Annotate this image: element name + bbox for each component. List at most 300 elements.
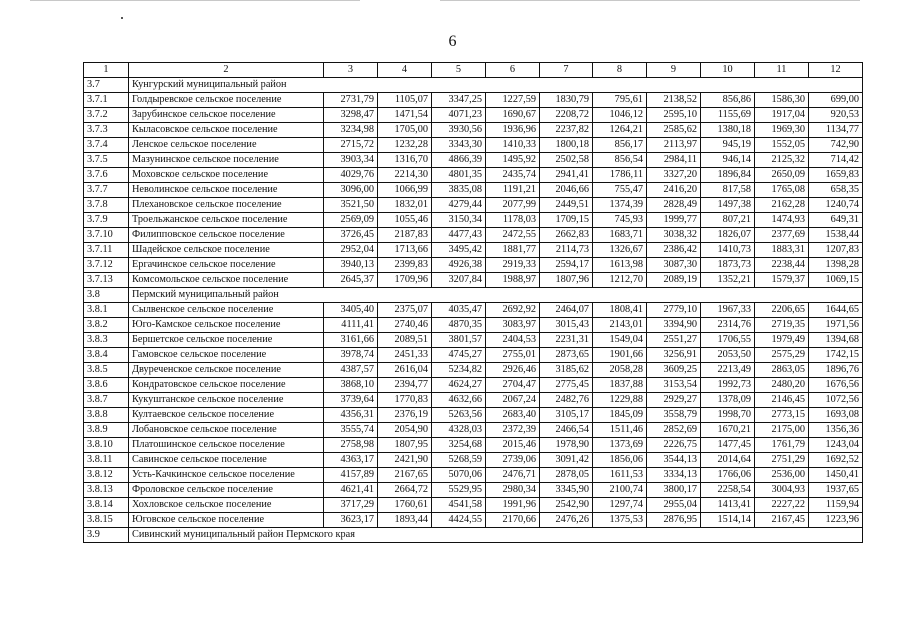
value-cell: 1413,41: [701, 498, 755, 513]
value-cell: 1967,33: [701, 303, 755, 318]
value-cell: 4621,41: [324, 483, 378, 498]
row-code: 3.8.6: [84, 378, 129, 393]
settlement-name: Комсомольское сельское поселение: [129, 273, 324, 288]
value-cell: 1611,53: [593, 468, 647, 483]
row-code: 3.8.13: [84, 483, 129, 498]
settlement-name: Филипповское сельское поселение: [129, 228, 324, 243]
table-body: [84, 63, 863, 543]
value-cell: 1988,97: [486, 273, 540, 288]
value-cell: 714,42: [809, 153, 863, 168]
settlement-name: Зарубинское сельское поселение: [129, 108, 324, 123]
table-row: [84, 333, 863, 348]
value-cell: 1410,33: [486, 138, 540, 153]
value-cell: 3234,98: [324, 123, 378, 138]
row-code: 3.7.5: [84, 153, 129, 168]
value-cell: 3940,13: [324, 258, 378, 273]
value-cell: 1178,03: [486, 213, 540, 228]
value-cell: 3004,93: [755, 483, 809, 498]
value-cell: 5268,59: [432, 453, 486, 468]
value-cell: 1072,56: [809, 393, 863, 408]
value-cell: 2719,35: [755, 318, 809, 333]
row-code: 3.8.14: [84, 498, 129, 513]
value-cell: 2258,54: [701, 483, 755, 498]
value-cell: 2536,00: [755, 468, 809, 483]
value-cell: 1676,56: [809, 378, 863, 393]
table-row: [84, 168, 863, 183]
value-cell: 2143,01: [593, 318, 647, 333]
value-cell: 1999,77: [647, 213, 701, 228]
value-cell: 2231,31: [540, 333, 593, 348]
value-cell: 3207,84: [432, 273, 486, 288]
value-cell: 856,17: [593, 138, 647, 153]
value-cell: 1807,96: [540, 273, 593, 288]
value-cell: 4111,41: [324, 318, 378, 333]
value-cell: 4035,47: [432, 303, 486, 318]
value-cell: 2569,09: [324, 213, 378, 228]
value-cell: 2863,05: [755, 363, 809, 378]
value-cell: 2715,72: [324, 138, 378, 153]
value-cell: 2472,55: [486, 228, 540, 243]
value-cell: 1066,99: [378, 183, 432, 198]
value-cell: 2399,83: [378, 258, 432, 273]
value-cell: 2376,19: [378, 408, 432, 423]
value-cell: 4632,66: [432, 393, 486, 408]
value-cell: 2053,50: [701, 348, 755, 363]
value-cell: 2779,10: [647, 303, 701, 318]
district-name: Сивинский муниципальный район Пермского края: [129, 528, 863, 543]
column-header: 9: [647, 63, 701, 78]
value-cell: 2758,98: [324, 438, 378, 453]
value-cell: 3903,34: [324, 153, 378, 168]
value-cell: 1826,07: [701, 228, 755, 243]
value-cell: 2238,44: [755, 258, 809, 273]
value-cell: 3343,30: [432, 138, 486, 153]
value-cell: 1243,04: [809, 438, 863, 453]
settlement-name: Двуреченское сельское поселение: [129, 363, 324, 378]
value-cell: 3609,25: [647, 363, 701, 378]
value-cell: 1800,18: [540, 138, 593, 153]
value-cell: 1690,67: [486, 108, 540, 123]
value-cell: 2775,45: [540, 378, 593, 393]
value-cell: 1978,90: [540, 438, 593, 453]
value-cell: 1969,30: [755, 123, 809, 138]
value-cell: 1761,79: [755, 438, 809, 453]
value-cell: 2213,49: [701, 363, 755, 378]
settlement-name: Юго-Камское сельское поселение: [129, 318, 324, 333]
value-cell: 2187,83: [378, 228, 432, 243]
table-row: [84, 183, 863, 198]
value-cell: 856,86: [701, 93, 755, 108]
value-cell: 1495,92: [486, 153, 540, 168]
value-cell: 946,14: [701, 153, 755, 168]
value-cell: 1380,18: [701, 123, 755, 138]
settlement-name: Кондратовское сельское поселение: [129, 378, 324, 393]
value-cell: 2226,75: [647, 438, 701, 453]
value-cell: 1766,06: [701, 468, 755, 483]
value-cell: 4870,35: [432, 318, 486, 333]
settlement-name: Хохловское сельское поселение: [129, 498, 324, 513]
row-code: 3.7.2: [84, 108, 129, 123]
table-row: [84, 273, 863, 288]
value-cell: 2952,04: [324, 243, 378, 258]
value-cell: 2100,74: [593, 483, 647, 498]
value-cell: 2404,53: [486, 333, 540, 348]
value-cell: 1873,73: [701, 258, 755, 273]
column-header: 1: [84, 63, 129, 78]
value-cell: 2751,29: [755, 453, 809, 468]
value-cell: 2662,83: [540, 228, 593, 243]
value-cell: 2704,47: [486, 378, 540, 393]
table-row: [84, 138, 863, 153]
value-cell: 1511,46: [593, 423, 647, 438]
value-cell: 5234,82: [432, 363, 486, 378]
value-cell: 649,31: [809, 213, 863, 228]
value-cell: 1232,28: [378, 138, 432, 153]
settlement-name: Бершетское сельское поселение: [129, 333, 324, 348]
value-cell: 2435,74: [486, 168, 540, 183]
value-cell: 2926,46: [486, 363, 540, 378]
value-cell: 2464,07: [540, 303, 593, 318]
row-code: 3.8.10: [84, 438, 129, 453]
row-code: 3.9: [84, 528, 129, 543]
value-cell: 2170,66: [486, 513, 540, 528]
value-cell: 2731,79: [324, 93, 378, 108]
value-cell: 2162,28: [755, 198, 809, 213]
row-code: 3.7: [84, 78, 129, 93]
value-cell: 1352,21: [701, 273, 755, 288]
settlement-name: Шадейское сельское поселение: [129, 243, 324, 258]
value-cell: 2683,40: [486, 408, 540, 423]
settlement-name: Сылвенское сельское поселение: [129, 303, 324, 318]
value-cell: 1477,45: [701, 438, 755, 453]
table-row: [84, 513, 863, 528]
value-cell: 2113,97: [647, 138, 701, 153]
value-cell: 1808,41: [593, 303, 647, 318]
value-cell: 3185,62: [540, 363, 593, 378]
value-cell: 2502,58: [540, 153, 593, 168]
district-row: [84, 288, 863, 303]
scan-speck: [121, 17, 123, 19]
value-cell: 1786,11: [593, 168, 647, 183]
value-cell: 2980,34: [486, 483, 540, 498]
value-cell: 2919,33: [486, 258, 540, 273]
value-cell: 2645,37: [324, 273, 378, 288]
value-cell: 2146,45: [755, 393, 809, 408]
district-row: [84, 78, 863, 93]
column-header: 11: [755, 63, 809, 78]
table-row: [84, 228, 863, 243]
value-cell: 920,53: [809, 108, 863, 123]
row-code: 3.7.6: [84, 168, 129, 183]
row-code: 3.7.10: [84, 228, 129, 243]
value-cell: 2476,26: [540, 513, 593, 528]
value-cell: 1316,70: [378, 153, 432, 168]
value-cell: 3835,08: [432, 183, 486, 198]
settlement-name: Кыласовское сельское поселение: [129, 123, 324, 138]
value-cell: 4387,57: [324, 363, 378, 378]
value-cell: 1375,53: [593, 513, 647, 528]
value-cell: 945,19: [701, 138, 755, 153]
table-row: [84, 453, 863, 468]
value-cell: 3083,97: [486, 318, 540, 333]
settlement-name: Култаевское сельское поселение: [129, 408, 324, 423]
value-cell: 1356,36: [809, 423, 863, 438]
value-cell: 4477,43: [432, 228, 486, 243]
row-code: 3.8.4: [84, 348, 129, 363]
value-cell: 2594,17: [540, 258, 593, 273]
value-cell: 4356,31: [324, 408, 378, 423]
value-cell: 2058,28: [593, 363, 647, 378]
settlement-name: Мазунинское сельское поселение: [129, 153, 324, 168]
column-header: 12: [809, 63, 863, 78]
value-cell: 4424,55: [432, 513, 486, 528]
column-header: 5: [432, 63, 486, 78]
value-cell: 2575,29: [755, 348, 809, 363]
row-code: 3.7.7: [84, 183, 129, 198]
value-cell: 1474,93: [755, 213, 809, 228]
value-cell: 2314,76: [701, 318, 755, 333]
value-cell: 699,00: [809, 93, 863, 108]
table-row: [84, 393, 863, 408]
value-cell: 1683,71: [593, 228, 647, 243]
value-cell: 2015,46: [486, 438, 540, 453]
settlement-name: Неволинское сельское поселение: [129, 183, 324, 198]
value-cell: 3298,47: [324, 108, 378, 123]
table-row: [84, 243, 863, 258]
value-cell: 2394,77: [378, 378, 432, 393]
value-cell: 755,47: [593, 183, 647, 198]
value-cell: 1373,69: [593, 438, 647, 453]
value-cell: 2377,69: [755, 228, 809, 243]
value-cell: 2227,22: [755, 498, 809, 513]
value-cell: 1134,77: [809, 123, 863, 138]
settlement-name: Гамовское сельское поселение: [129, 348, 324, 363]
value-cell: 2114,73: [540, 243, 593, 258]
table-row: [84, 93, 863, 108]
table-row: [84, 123, 863, 138]
value-cell: 4866,39: [432, 153, 486, 168]
value-cell: 3978,74: [324, 348, 378, 363]
value-cell: 2876,95: [647, 513, 701, 528]
value-cell: 1207,83: [809, 243, 863, 258]
value-cell: 807,21: [701, 213, 755, 228]
table-header-row: [84, 63, 863, 78]
settlement-name: Голдыревское сельское поселение: [129, 93, 324, 108]
value-cell: 2138,52: [647, 93, 701, 108]
value-cell: 4926,38: [432, 258, 486, 273]
value-cell: 1471,54: [378, 108, 432, 123]
column-header: 8: [593, 63, 647, 78]
row-code: 3.8.15: [84, 513, 129, 528]
value-cell: 2167,45: [755, 513, 809, 528]
column-header: 4: [378, 63, 432, 78]
value-cell: 1713,66: [378, 243, 432, 258]
value-cell: 2125,32: [755, 153, 809, 168]
value-cell: 2941,41: [540, 168, 593, 183]
table-row: [84, 408, 863, 423]
value-cell: 1883,31: [755, 243, 809, 258]
value-cell: 2773,15: [755, 408, 809, 423]
value-cell: 1159,94: [809, 498, 863, 513]
value-cell: 4071,23: [432, 108, 486, 123]
value-cell: 2386,42: [647, 243, 701, 258]
value-cell: 1832,01: [378, 198, 432, 213]
value-cell: 1992,73: [701, 378, 755, 393]
value-cell: 3150,34: [432, 213, 486, 228]
value-cell: 1896,76: [809, 363, 863, 378]
value-cell: 1692,52: [809, 453, 863, 468]
value-cell: 3153,54: [647, 378, 701, 393]
value-cell: 3495,42: [432, 243, 486, 258]
value-cell: 1971,56: [809, 318, 863, 333]
row-code: 3.8.5: [84, 363, 129, 378]
value-cell: 3555,74: [324, 423, 378, 438]
value-cell: 2014,64: [701, 453, 755, 468]
value-cell: 2466,54: [540, 423, 593, 438]
scan-edge-right: [440, 0, 860, 1]
value-cell: 3334,13: [647, 468, 701, 483]
value-cell: 2077,99: [486, 198, 540, 213]
value-cell: 1326,67: [593, 243, 647, 258]
table-row: [84, 348, 863, 363]
row-code: 3.7.1: [84, 93, 129, 108]
value-cell: 4801,35: [432, 168, 486, 183]
value-cell: 3038,32: [647, 228, 701, 243]
value-cell: 2451,33: [378, 348, 432, 363]
table-row: [84, 198, 863, 213]
value-cell: 4363,17: [324, 453, 378, 468]
value-cell: 2372,39: [486, 423, 540, 438]
value-cell: 2595,10: [647, 108, 701, 123]
value-cell: 1936,96: [486, 123, 540, 138]
value-cell: 1378,09: [701, 393, 755, 408]
value-cell: 1227,59: [486, 93, 540, 108]
value-cell: 2740,46: [378, 318, 432, 333]
scan-edge-left: [30, 0, 360, 1]
value-cell: 1229,88: [593, 393, 647, 408]
table-row: [84, 258, 863, 273]
table-row: [84, 438, 863, 453]
value-cell: 1410,73: [701, 243, 755, 258]
value-cell: 3096,00: [324, 183, 378, 198]
value-cell: 2416,20: [647, 183, 701, 198]
value-cell: 1552,05: [755, 138, 809, 153]
table-row: [84, 423, 863, 438]
value-cell: 2054,90: [378, 423, 432, 438]
value-cell: 1742,15: [809, 348, 863, 363]
value-cell: 2542,90: [540, 498, 593, 513]
row-code: 3.7.12: [84, 258, 129, 273]
table-row: [84, 303, 863, 318]
value-cell: 1497,38: [701, 198, 755, 213]
value-cell: 1979,49: [755, 333, 809, 348]
row-code: 3.8.7: [84, 393, 129, 408]
value-cell: 3544,13: [647, 453, 701, 468]
value-cell: 1055,46: [378, 213, 432, 228]
value-cell: 1514,14: [701, 513, 755, 528]
value-cell: 1901,66: [593, 348, 647, 363]
value-cell: 1613,98: [593, 258, 647, 273]
table-row: [84, 318, 863, 333]
settlement-name: Савинское сельское поселение: [129, 453, 324, 468]
table-row: [84, 213, 863, 228]
value-cell: 3623,17: [324, 513, 378, 528]
value-cell: 3161,66: [324, 333, 378, 348]
district-row: [84, 528, 863, 543]
value-cell: 2878,05: [540, 468, 593, 483]
value-cell: 3345,90: [540, 483, 593, 498]
value-cell: 1709,15: [540, 213, 593, 228]
value-cell: 2873,65: [540, 348, 593, 363]
value-cell: 3327,20: [647, 168, 701, 183]
value-cell: 1760,61: [378, 498, 432, 513]
value-cell: 2214,30: [378, 168, 432, 183]
settlement-name: Усть-Качкинское сельское поселение: [129, 468, 324, 483]
value-cell: 1856,06: [593, 453, 647, 468]
row-code: 3.7.8: [84, 198, 129, 213]
value-cell: 1693,08: [809, 408, 863, 423]
value-cell: 3739,64: [324, 393, 378, 408]
value-cell: 3394,90: [647, 318, 701, 333]
value-cell: 2482,76: [540, 393, 593, 408]
value-cell: 658,35: [809, 183, 863, 198]
value-cell: 4624,27: [432, 378, 486, 393]
row-code: 3.7.11: [84, 243, 129, 258]
value-cell: 2984,11: [647, 153, 701, 168]
settlement-name: Троельжанское сельское поселение: [129, 213, 324, 228]
value-cell: 2828,49: [647, 198, 701, 213]
value-cell: 2755,01: [486, 348, 540, 363]
settlement-name: Фроловское сельское поселение: [129, 483, 324, 498]
settlement-name: Ергачинское сельское поселение: [129, 258, 324, 273]
value-cell: 3256,91: [647, 348, 701, 363]
row-code: 3.8.9: [84, 423, 129, 438]
value-cell: 2739,06: [486, 453, 540, 468]
value-cell: 2616,04: [378, 363, 432, 378]
settlement-name: Моховское сельское поселение: [129, 168, 324, 183]
value-cell: 2175,00: [755, 423, 809, 438]
value-cell: 1105,07: [378, 93, 432, 108]
value-cell: 1155,69: [701, 108, 755, 123]
row-code: 3.8.2: [84, 318, 129, 333]
value-cell: 1549,04: [593, 333, 647, 348]
value-cell: 1586,30: [755, 93, 809, 108]
value-cell: 3930,56: [432, 123, 486, 138]
value-cell: 2476,71: [486, 468, 540, 483]
value-cell: 3254,68: [432, 438, 486, 453]
table-row: [84, 153, 863, 168]
value-cell: 1845,09: [593, 408, 647, 423]
value-cell: 2208,72: [540, 108, 593, 123]
value-cell: 1538,44: [809, 228, 863, 243]
value-cell: 3800,17: [647, 483, 701, 498]
value-cell: 4541,58: [432, 498, 486, 513]
table-row: [84, 468, 863, 483]
value-cell: 1893,44: [378, 513, 432, 528]
value-cell: 2421,90: [378, 453, 432, 468]
value-cell: 745,93: [593, 213, 647, 228]
row-code: 3.8.11: [84, 453, 129, 468]
column-header: 7: [540, 63, 593, 78]
value-cell: 3087,30: [647, 258, 701, 273]
value-cell: 2650,09: [755, 168, 809, 183]
value-cell: 1659,83: [809, 168, 863, 183]
value-cell: 1069,15: [809, 273, 863, 288]
value-cell: 2167,65: [378, 468, 432, 483]
value-cell: 795,61: [593, 93, 647, 108]
table-row: [84, 108, 863, 123]
row-code: 3.8.1: [84, 303, 129, 318]
